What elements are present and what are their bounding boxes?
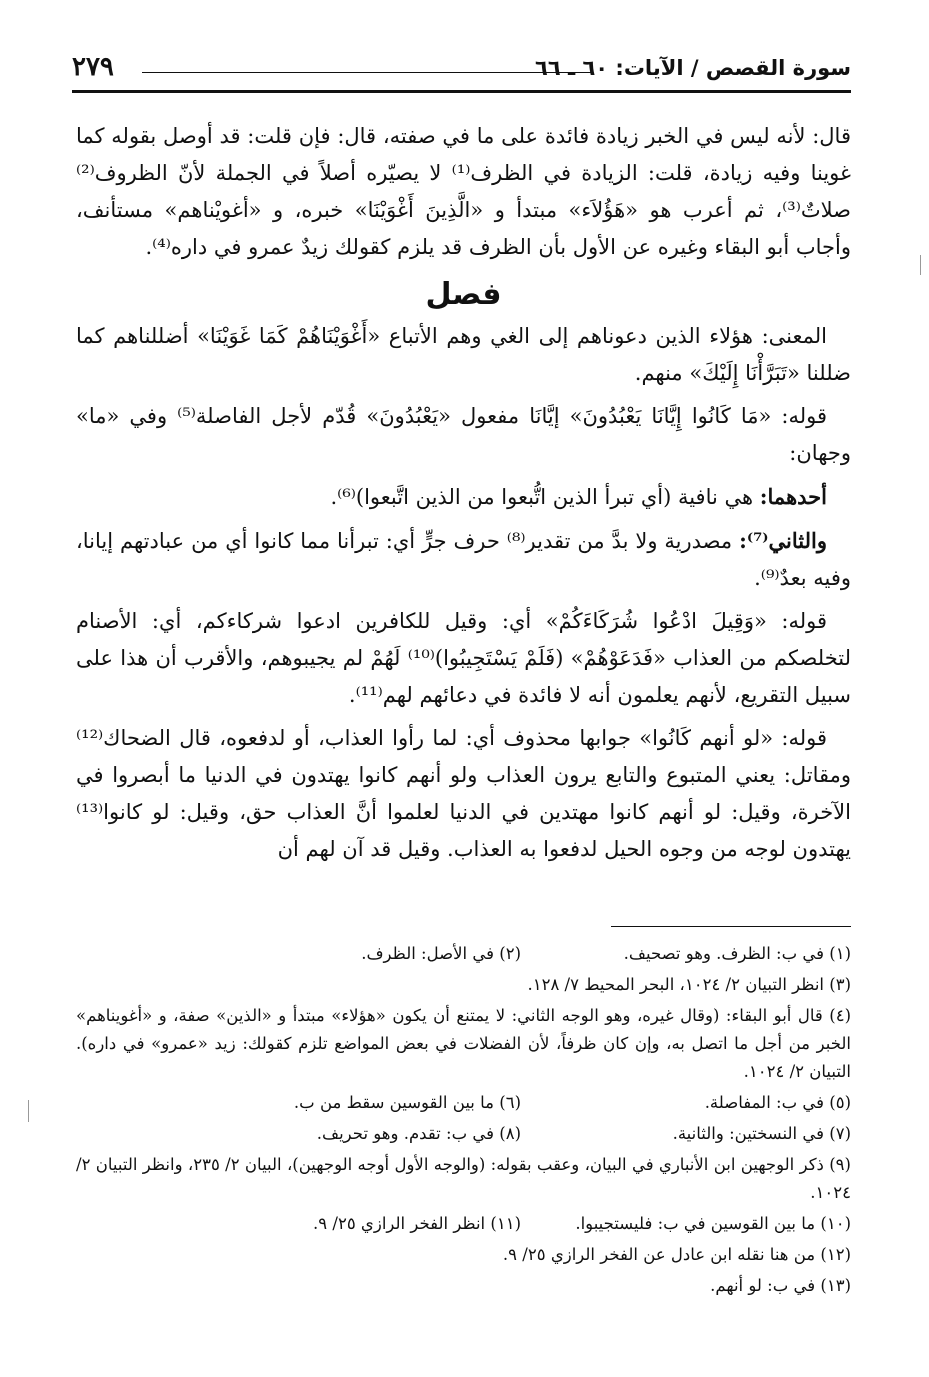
footnote-5: (٥) في ب: المفاصلة.: [704, 1093, 851, 1112]
paragraph-3: قوله: «مَا كَانُوا إِيَّانَا يَعْبُدُونَ» إيَّانَا مفعول «يَعْبُدُونَ» قُدّم لأجل الفاصلة⁽⁵⁾ وفي «ما» وجهان:: [76, 404, 851, 465]
paragraph-2: المعنى: هؤلاء الذين دعوناهم إلى الغي وهم الأتباع «أَغْوَيْنَاهُمْ كَمَا غَوَيْنَا» أضللناهم كما ضللنا «تَبَرَّأْنَا إِلَيْكَ» منهم.: [76, 324, 851, 385]
section-heading: فصل: [425, 277, 502, 312]
footnote-9: (٩) ذكر الوجهين ابن الأنباري في البيان، وعقب بقوله: (والوجه الأول أوجه الوجهين)، البيان ٢/ ٢٣٥، وانظر التبيان ٢/ ١٠٢٤.: [76, 1155, 851, 1202]
paragraph-4: [76, 478, 851, 516]
footnote-11: (١١) انظر الفخر الرازي ٢٥/ ٩.: [313, 1214, 521, 1233]
main-text: [76, 118, 851, 874]
footnote-row-1-2: [76, 940, 851, 968]
paragraph-7: قوله: «لو أنهم كَانُوا» جوابها محذوف أي: لما رأوا العذاب، أو لدفعوه، قال الضحاك⁽¹²⁾ ومقاتل: يعني المتبوع والتابع يرون العذاب ولو أنهم كانوا يهتدون في الدنيا ما أبصروا في الآخرة، وقيل: لو أنهم كانوا مهتدين في الدنيا لعلموا أنَّ العذاب حق، وقيل: لو كانوا⁽¹³⁾ يهتدون لوجه من وجوه الحيل لدفعوا به العذاب. وقيل قد آن لهم أن: [76, 726, 851, 861]
paragraph-5: [76, 522, 851, 597]
footnote-separator: [611, 926, 851, 927]
paragraph-4-text: هي نافية (أي تبرأ الذين اتُّبعوا من الذين اتَّبعوا)⁽⁶⁾.: [330, 485, 760, 509]
footnote-row-10-11: [76, 1210, 851, 1238]
scan-margin-mark: [920, 255, 921, 275]
paragraph-5-text: مصدرية ولا بدَّ من تقدير⁽⁸⁾ حرف جرٍّ أي: تبرأنا مما كانوا أي من عبادتهم إيانا، وفيه بعدٌ⁽⁹⁾.: [76, 529, 851, 590]
paragraph-1: قال: لأنه ليس في الخبر زيادة فائدة على ما في صفته، قال: فإن قلت: قد أوصل بقوله كما غوينا وفيه زيادة، قلت: الزيادة في الظرف⁽¹⁾ لا يصيّره أصلاً في الجملة لأنّ الظروف⁽²⁾ صلاتٌ⁽³⁾، ثم أعرب هو «هَؤُلاَء» مبتدأ و «الَّذِينَ أَغْوَيْنَا» خبره، و «أغويْناهم» مستأنف، وأجاب أبو البقاء وغيره عن الأول بأن الظرف قد يلزم كقولك زيدٌ عمرو في داره⁽⁴⁾.: [76, 124, 852, 259]
footnote-13: (١٣) في ب: لو أنهم.: [710, 1276, 851, 1295]
footnote-4: (٤) قال أبو البقاء: (وقال غيره، وهو الوجه الثاني: لا يمتنع أن يكون «هؤلاء» مبتدأ و «الذين» صفة، و «أغويناهم» الخبر من أجل ما اتصل به، وإن كان ظرفاً، لأن الفضلات في بعض المواضع تلزم كقولك: زيد «عمرو» في داره). التبيان ٢/ ١٠٢٤.: [76, 1006, 851, 1081]
footnote-6: (٦) ما بين القوسين سقط من ب.: [293, 1093, 521, 1112]
scan-margin-mark-left: [28, 1100, 29, 1122]
paragraph-5-lead: والثاني⁽⁷⁾:: [739, 528, 827, 553]
page-header: [72, 50, 851, 93]
paragraph-6: قوله: «وَقِيلَ ادْعُوا شُرَكَاءَكُمْ» أي: وقيل للكافرين ادعوا شركاءكم، أي: الأصنام لتخلصكم من العذاب «فَدَعَوْهُمْ» (فَلَمْ يَسْتَجِيبُوا)⁽¹⁰⁾ لَهُمْ لم يجيبوهم، والأقرب أن هذا على سبيل التقريع، لأنهم يعلمون أنه لا فائدة في دعائهم لهم⁽¹¹⁾.: [76, 609, 851, 707]
footnote-3: (٣) انظر التبيان ٢/ ١٠٢٤، البحر المحيط ٧/ ١٢٨.: [527, 975, 851, 994]
footnote-2: (٢) في الأصل: الظرف.: [361, 944, 521, 963]
running-title: سورة القصص / الآيات: ٦٠ ـ ٦٦: [535, 56, 851, 80]
page-number: ٢٧٩: [72, 52, 114, 82]
paragraph-4-lead: أحدهما:: [759, 484, 827, 509]
header-rule: [142, 72, 591, 73]
footnote-7: (٧) في النسختين: والثانية.: [672, 1124, 851, 1143]
footnote-12: (١٢) من هنا نقله ابن عادل عن الفخر الرازي ٢٥/ ٩.: [502, 1245, 851, 1264]
footnote-1: (١) في ب: الظرف. وهو تصحيف.: [623, 944, 851, 963]
footnote-8: (٨) في ب: تقدم. وهو تحريف.: [316, 1124, 521, 1143]
footnotes: [76, 940, 851, 1303]
footnote-row-7-8: [76, 1120, 851, 1148]
footnote-10: (١٠) ما بين القوسين في ب: فليستجيبوا.: [575, 1214, 851, 1233]
footnote-row-5-6: [76, 1089, 851, 1117]
